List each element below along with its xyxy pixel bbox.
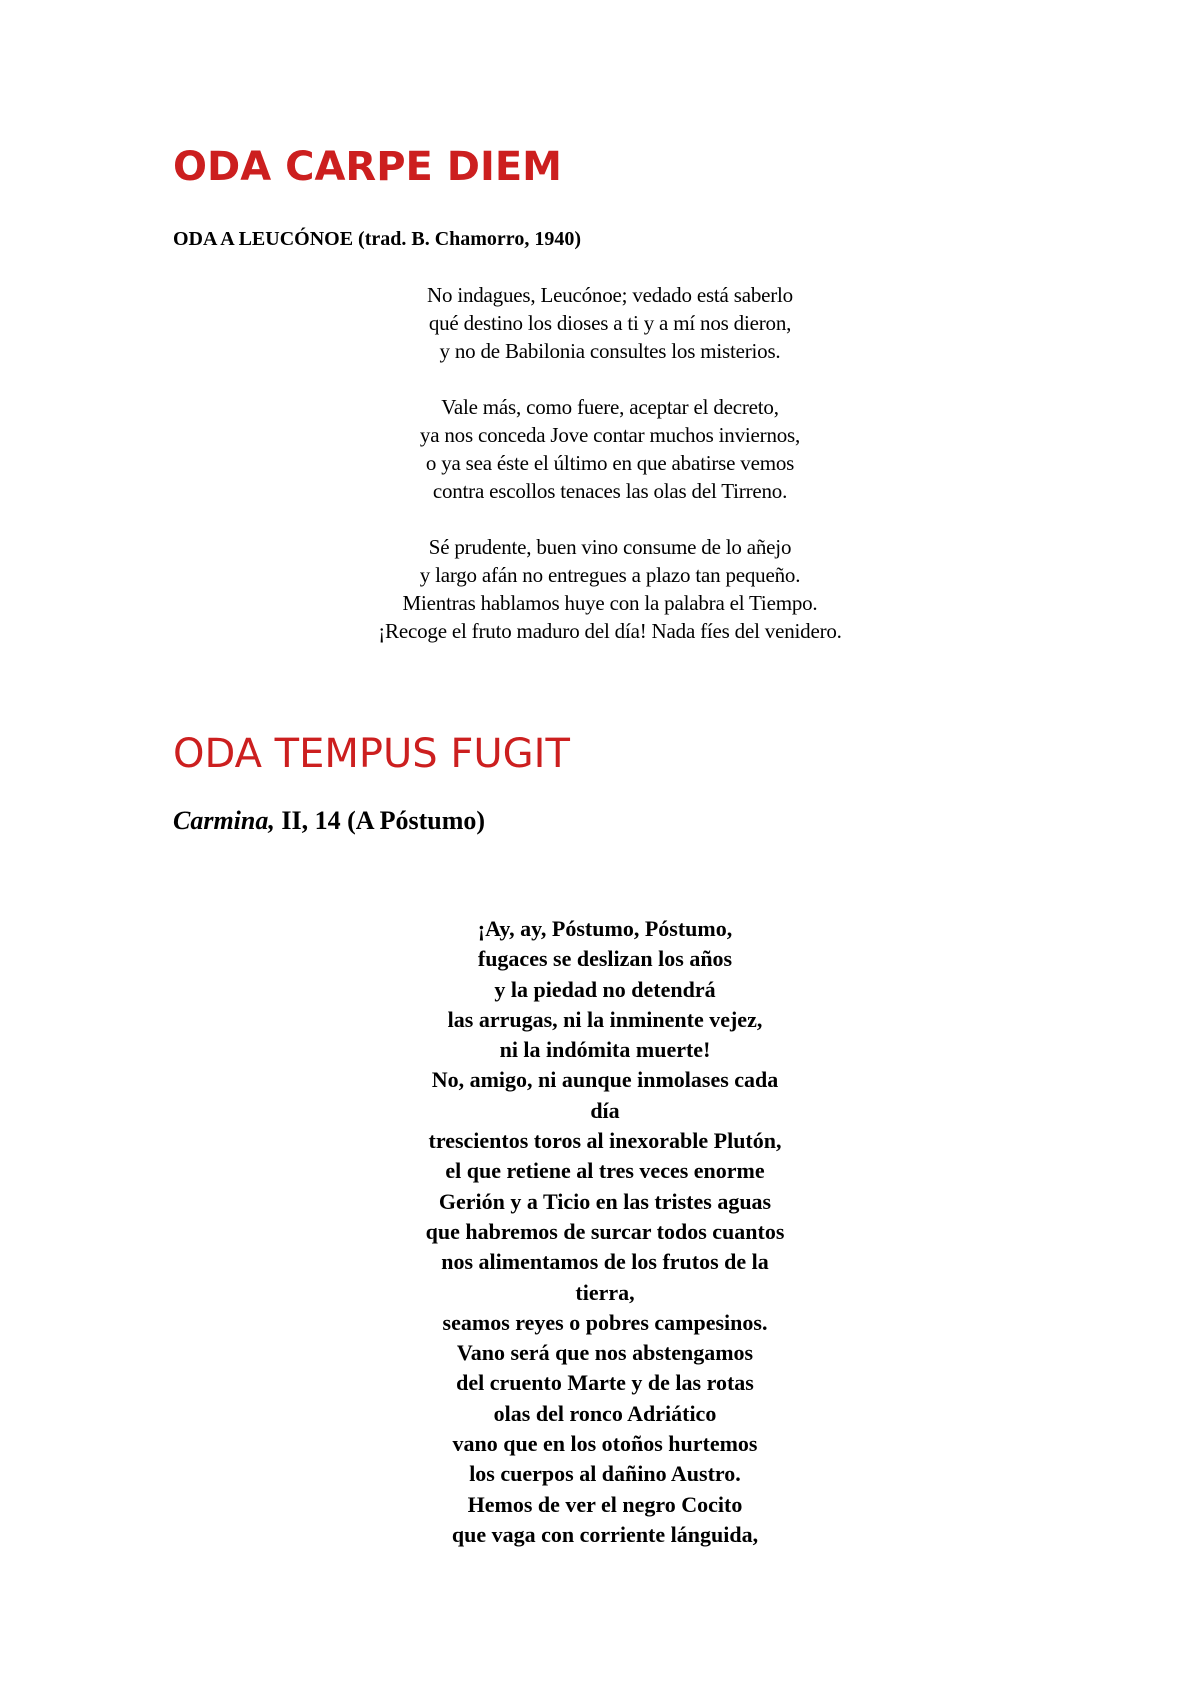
poem-line: las arrugas, ni la inminente vejez, bbox=[447, 1006, 763, 1032]
poem-line: o ya sea éste el último en que abatirse vemos bbox=[425, 451, 795, 475]
poem-line: y la piedad no detendrá bbox=[494, 976, 716, 1002]
stanza-2 bbox=[260, 393, 960, 505]
poem-line: ¡Ay, ay, Póstumo, Póstumo, bbox=[477, 916, 733, 941]
stanza-3 bbox=[260, 533, 960, 645]
poem-line: día bbox=[590, 1097, 620, 1123]
poem-line: del cruento Marte y de las rotas bbox=[456, 1370, 754, 1396]
poem-line: Vano será que nos abstengamos bbox=[456, 1340, 754, 1366]
subtitle-carmina bbox=[173, 805, 485, 837]
poem-line: ya nos conceda Jove contar muchos inviernos, bbox=[419, 423, 801, 447]
subtitle-carmina-rest: II, 14 (A Póstumo) bbox=[274, 806, 486, 835]
poem-line: trescientos toros al inexorable Plutón, bbox=[428, 1128, 782, 1154]
poem-line: nos alimentamos de los frutos de la bbox=[441, 1249, 769, 1275]
poem-line: ¡Recoge el fruto maduro del día! Nada fíes del venidero. bbox=[378, 619, 842, 643]
poem-tempus-fugit bbox=[370, 914, 840, 1550]
poem-line: Sé prudente, buen vino consume de lo añejo bbox=[428, 535, 792, 559]
stanza-1 bbox=[260, 281, 960, 365]
poem-line: Hemos de ver el negro Cocito bbox=[467, 1491, 743, 1517]
poem-line: y largo afán no entregues a plazo tan pequeño. bbox=[419, 563, 801, 587]
heading-tempus-fugit: ODA TEMPUS FUGIT bbox=[173, 731, 570, 777]
poem-line: y no de Babilonia consultes los misterios. bbox=[439, 339, 781, 363]
poem-line: fugaces se deslizan los años bbox=[477, 946, 733, 972]
subtitle-oda-leuconoe: ODA A LEUCÓNOE (trad. B. Chamorro, 1940) bbox=[173, 228, 581, 250]
poem-line: Gerión y a Ticio en las tristes aguas bbox=[438, 1188, 772, 1214]
subtitle-carmina-italic: Carmina, bbox=[173, 806, 275, 835]
poem-line: vano que en los otoños hurtemos bbox=[452, 1431, 758, 1457]
poem-line: que vaga con corriente lánguida, bbox=[451, 1521, 759, 1547]
poem-line: No indagues, Leucónoe; vedado está saberlo bbox=[427, 283, 793, 307]
heading-carpe-diem: ODA CARPE DIEM bbox=[173, 144, 562, 190]
poem-line: qué destino los dioses a ti y a mí nos dieron, bbox=[428, 311, 792, 335]
poem-carpe-diem bbox=[260, 281, 960, 673]
poem-line: Mientras hablamos huye con la palabra el Tiempo. bbox=[402, 591, 818, 615]
poem-line: contra escollos tenaces las olas del Tirreno. bbox=[432, 479, 788, 503]
poem-line: los cuerpos al dañino Austro. bbox=[469, 1461, 741, 1487]
poem-line: que habremos de surcar todos cuantos bbox=[425, 1218, 785, 1244]
poem-line: No, amigo, ni aunque inmolases cada bbox=[431, 1067, 779, 1093]
poem-line: tierra, bbox=[575, 1279, 635, 1305]
poem-line: ni la indómita muerte! bbox=[499, 1037, 711, 1063]
poem-line: el que retiene al tres veces enorme bbox=[445, 1158, 765, 1184]
poem-line: olas del ronco Adriático bbox=[493, 1400, 717, 1426]
poem-line: seamos reyes o pobres campesinos. bbox=[442, 1309, 768, 1335]
poem-line: Vale más, como fuere, aceptar el decreto, bbox=[441, 395, 779, 419]
